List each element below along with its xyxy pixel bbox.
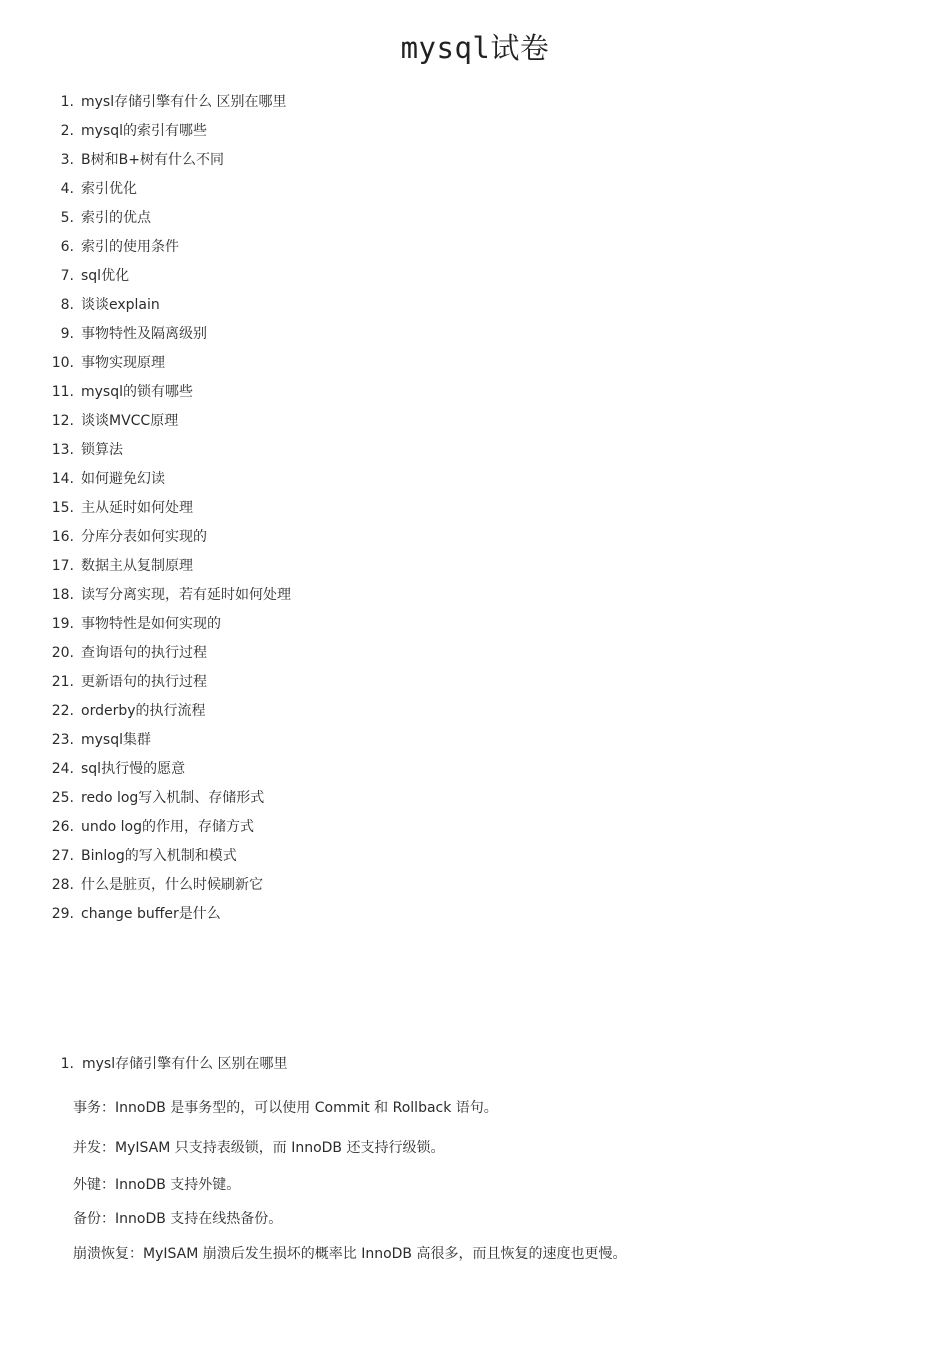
item-text: Binlog的写入机制和模式 (81, 848, 237, 864)
item-number: 12. (51, 413, 74, 429)
item-text: mysql集群 (81, 732, 151, 748)
item-number: 15. (51, 500, 74, 516)
section-heading-text: mysl存储引擎有什么 区别在哪里 (82, 1056, 288, 1072)
item-text: 索引的使用条件 (81, 239, 179, 255)
list-item (46, 552, 291, 581)
item-number: 4. (60, 181, 74, 197)
item-number: 6. (60, 239, 74, 255)
list-item (46, 146, 291, 175)
answer-section (56, 1052, 288, 1076)
item-text: 事物实现原理 (81, 355, 165, 371)
item-text: 查询语句的执行过程 (81, 645, 207, 661)
list-item (46, 726, 291, 755)
list-item (46, 88, 291, 117)
item-number: 5. (60, 210, 74, 226)
item-text: 锁算法 (81, 442, 123, 458)
item-number: 22. (51, 703, 74, 719)
item-text: 事物特性是如何实现的 (81, 616, 221, 632)
item-number: 17. (51, 558, 74, 574)
list-item (46, 407, 291, 436)
list-item (46, 755, 291, 784)
item-number: 14. (51, 471, 74, 487)
list-item (46, 349, 291, 378)
item-number: 7. (60, 268, 74, 284)
list-item (46, 262, 291, 291)
item-number: 21. (51, 674, 74, 690)
answer-crash-recovery: 崩溃恢复：MyISAM 崩溃后发生损坏的概率比 InnoDB 高很多，而且恢复的速度也更慢。 (73, 1246, 627, 1262)
item-text: B树和B+树有什么不同 (81, 152, 224, 168)
list-item (46, 233, 291, 262)
list-item (46, 291, 291, 320)
item-text: 分库分表如何实现的 (81, 529, 207, 545)
answer-backup: 备份：InnoDB 支持在线热备份。 (73, 1211, 283, 1227)
item-text: mysql的索引有哪些 (81, 123, 207, 139)
answer-foreign-key: 外键：InnoDB 支持外键。 (73, 1177, 241, 1193)
item-text: 索引的优点 (81, 210, 151, 226)
item-number: 23. (51, 732, 74, 748)
list-item (46, 871, 291, 900)
item-text: undo log的作用，存储方式 (81, 819, 254, 835)
item-number: 8. (60, 297, 74, 313)
list-item (46, 697, 291, 726)
item-text: 如何避免幻读 (81, 471, 165, 487)
item-number: 19. (51, 616, 74, 632)
item-number: 20. (51, 645, 74, 661)
item-text: 主从延时如何处理 (81, 500, 193, 516)
list-item (46, 842, 291, 871)
item-text: 什么是脏页，什么时候刷新它 (81, 877, 263, 893)
answer-transaction: 事务：InnoDB 是事务型的，可以使用 Commit 和 Rollback 语句。 (73, 1100, 498, 1116)
list-item (46, 813, 291, 842)
item-text: 数据主从复制原理 (81, 558, 193, 574)
list-item (46, 117, 291, 146)
list-item (46, 610, 291, 639)
page-title: mysql试卷 (400, 31, 550, 65)
item-text: sql优化 (81, 268, 130, 284)
item-number: 27. (51, 848, 74, 864)
item-number: 13. (51, 442, 74, 458)
list-item (46, 204, 291, 233)
list-item (46, 784, 291, 813)
item-text: 事物特性及隔离级别 (81, 326, 207, 342)
list-item (46, 320, 291, 349)
item-number: 11. (51, 384, 74, 400)
list-item (46, 175, 291, 204)
item-number: 16. (51, 529, 74, 545)
item-number: 28. (51, 877, 74, 893)
item-text: 谈谈MVCC原理 (81, 413, 179, 429)
item-number: 2. (60, 123, 74, 139)
list-item (46, 668, 291, 697)
item-text: mysl存储引擎有什么 区别在哪里 (81, 94, 287, 110)
item-number: 1. (60, 94, 74, 110)
item-text: change buffer是什么 (81, 906, 221, 922)
item-number: 25. (51, 790, 74, 806)
item-number: 29. (51, 906, 74, 922)
item-text: 读写分离实现，若有延时如何处理 (81, 587, 291, 603)
item-number: 3. (60, 152, 74, 168)
item-text: orderby的执行流程 (81, 703, 206, 719)
list-item (46, 494, 291, 523)
item-text: sql执行慢的愿意 (81, 761, 186, 777)
item-text: 索引优化 (81, 181, 137, 197)
list-item (46, 523, 291, 552)
item-text: 更新语句的执行过程 (81, 674, 207, 690)
item-text: 谈谈explain (81, 297, 160, 313)
item-number: 26. (51, 819, 74, 835)
section-number: 1. (60, 1056, 74, 1072)
list-item (46, 639, 291, 668)
question-list (46, 88, 291, 929)
section-heading (56, 1052, 288, 1076)
item-text: redo log写入机制、存储形式 (81, 790, 265, 806)
item-number: 10. (51, 355, 74, 371)
list-item (46, 581, 291, 610)
list-item (46, 900, 291, 929)
answer-concurrency: 并发：MyISAM 只支持表级锁，而 InnoDB 还支持行级锁。 (73, 1140, 445, 1156)
item-text: mysql的锁有哪些 (81, 384, 193, 400)
list-item (46, 378, 291, 407)
list-item (46, 436, 291, 465)
item-number: 24. (51, 761, 74, 777)
item-number: 18. (51, 587, 74, 603)
list-item (46, 465, 291, 494)
item-number: 9. (60, 326, 74, 342)
